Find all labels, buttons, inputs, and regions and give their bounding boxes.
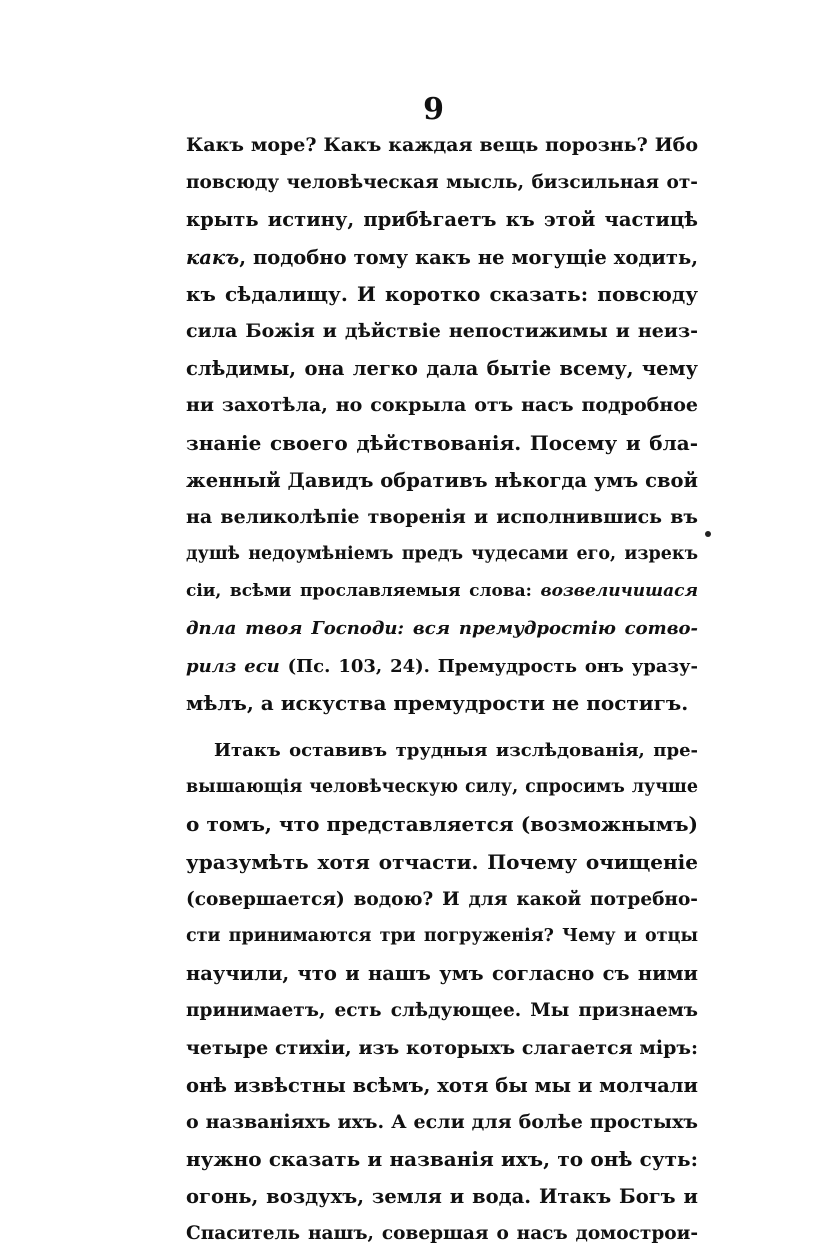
text-line (186, 610, 698, 647)
paragraph-1 (186, 127, 698, 722)
text-line: сти принимаются три погруженія? Чему и отцы (186, 925, 698, 946)
text-line: огонь, воздухъ, земля и вода. Итакъ Богъ и (186, 1185, 698, 1209)
paragraph-gap (186, 722, 698, 732)
text-line: вышающія человѣческую силу, спросимъ лучше (186, 777, 698, 798)
text-line: мѣлъ, а искуства премудрости не постигъ. (186, 690, 689, 715)
italic-word: какъ (186, 245, 240, 269)
text-line: Спаситель нашъ, совершая о насъ домострои- (186, 1223, 698, 1245)
text-line: рилз еси (Пс. 103, 24). Премудрость онъ уразу- (186, 655, 698, 677)
italic-quote: возвеличишася (540, 581, 698, 602)
text-line: на великолѣпіе творенія и исполнившись въ (186, 505, 698, 528)
text-line: сіи, всѣми прославляемыя слова: возвеличишася (186, 581, 698, 602)
text-line: женный Давидъ обративъ нѣкогда умъ свой (186, 468, 698, 492)
text-line: Итакъ оставивъ трудныя изслѣдованія, пре- (214, 740, 698, 761)
text-line: уразумѣть хотя отчасти. Почему очищеніе (186, 849, 698, 874)
text-line: принимаетъ, есть слѣдующее. Мы признаемъ (186, 1000, 698, 1022)
text-line: знаніе своего дѣйствованія. Посему и бла- (186, 430, 698, 455)
paragraph-2 (186, 732, 698, 1253)
text-line: о томъ, что представляется (возможнымъ) (186, 812, 698, 837)
text-line: крыть истину, прибѣгаетъ къ этой частицѣ (186, 208, 698, 232)
text-line: нужно сказать и названія ихъ, то онѣ суть: (186, 1147, 698, 1172)
text-line: какъ, подобно тому какъ не могущіе ходить, (186, 245, 698, 269)
text-line: (совершается) водою? И для какой потребно- (186, 888, 698, 910)
text-line: о названіяхъ ихъ. А если для болѣе простыхъ (186, 1110, 698, 1133)
margin-mark (705, 531, 711, 537)
text-line: научили, что и нашъ умъ согласно съ ними (186, 962, 698, 986)
text-line: ни захотѣла, но сокрыла отъ насъ подробное (186, 394, 698, 417)
text-line: душѣ недоумѣніемъ предъ чудесами его, изрекъ (186, 544, 698, 565)
text-line: повсюду человѣческая мысль, бизсильная от- (186, 172, 698, 194)
text-line: онѣ извѣстны всѣмъ, хотя бы мы и молчали (186, 1073, 698, 1097)
italic-quote: рилз еси (186, 655, 280, 677)
text-line: слѣдимы, она легко дала бытіе всему, чему (186, 357, 698, 381)
body-text (186, 127, 698, 1253)
page-number: 9 (423, 92, 445, 127)
text-line: четыре стихіи, изъ которыхъ слагается міръ: (186, 1036, 698, 1059)
text-line: сила Божія и дѣйствіе непостижимы и неиз- (186, 319, 698, 342)
text-line: къ сѣдалищу. И коротко сказать: повсюду (186, 281, 698, 306)
text-line: Какъ море? Какъ каждая вещь порознь? Ибо (186, 134, 698, 156)
italic-quote: дпла твоя Господи: вся премудростію сотво- (186, 618, 698, 640)
